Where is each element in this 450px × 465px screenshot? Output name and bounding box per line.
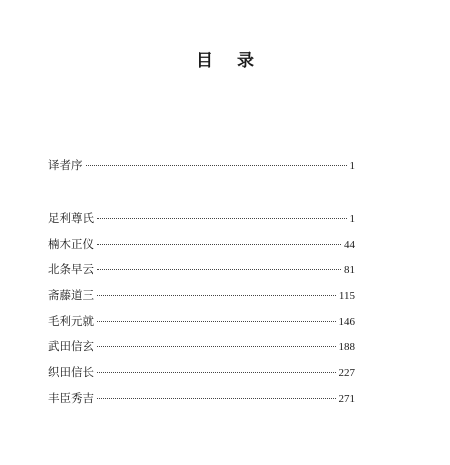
toc-entry-label: 毛利元就 xyxy=(48,313,94,328)
toc-entry-label: 织田信长 xyxy=(48,365,94,380)
toc-leader-dots xyxy=(97,218,347,219)
toc-leader-dots xyxy=(97,372,336,373)
toc-entry-page-number: 44 xyxy=(344,238,355,251)
page-title-char-2: 录 xyxy=(236,51,254,71)
toc-entry xyxy=(48,261,355,287)
toc-entry-label: 楠木正仪 xyxy=(48,236,94,251)
toc-leader-dots xyxy=(97,269,341,270)
toc-entry-page-number: 1 xyxy=(349,213,355,225)
toc-entry-label: 译者序 xyxy=(48,158,83,172)
toc-entry xyxy=(48,236,355,262)
toc-entry xyxy=(48,338,355,364)
toc-leader-dots xyxy=(97,295,336,296)
toc-entry-page-number: 188 xyxy=(338,341,355,354)
toc-entry-page-number: 227 xyxy=(338,367,355,380)
toc-entry-page-number: 1 xyxy=(349,160,355,172)
page-title xyxy=(0,46,450,71)
toc-leader-dots xyxy=(97,398,336,399)
toc-main-section xyxy=(48,210,355,416)
toc-entry-page-number: 81 xyxy=(344,264,355,277)
toc-preface-section xyxy=(48,157,355,183)
toc-leader-dots xyxy=(97,346,336,347)
toc-entry-preface xyxy=(48,157,355,183)
toc-entry-page-number: 146 xyxy=(338,315,355,328)
toc-entry-label: 斋藤道三 xyxy=(48,288,94,303)
toc-entry-page-number: 271 xyxy=(338,392,355,405)
toc-entry xyxy=(48,287,355,313)
toc-entry-label: 足利尊氏 xyxy=(48,211,94,225)
toc-leader-dots xyxy=(97,321,336,322)
page-title-char-1: 目 xyxy=(196,51,214,71)
toc-entry xyxy=(48,364,355,390)
toc-entry-label: 武田信玄 xyxy=(48,339,94,354)
toc-leader-dots xyxy=(86,165,347,166)
toc-entry xyxy=(48,390,355,416)
toc-leader-dots xyxy=(97,244,341,245)
toc-entry xyxy=(48,210,355,236)
toc-entry-label: 北条早云 xyxy=(48,262,94,277)
toc-entry-label: 丰臣秀吉 xyxy=(48,390,94,405)
toc-entry xyxy=(48,313,355,339)
toc-entry-page-number: 115 xyxy=(338,290,355,303)
